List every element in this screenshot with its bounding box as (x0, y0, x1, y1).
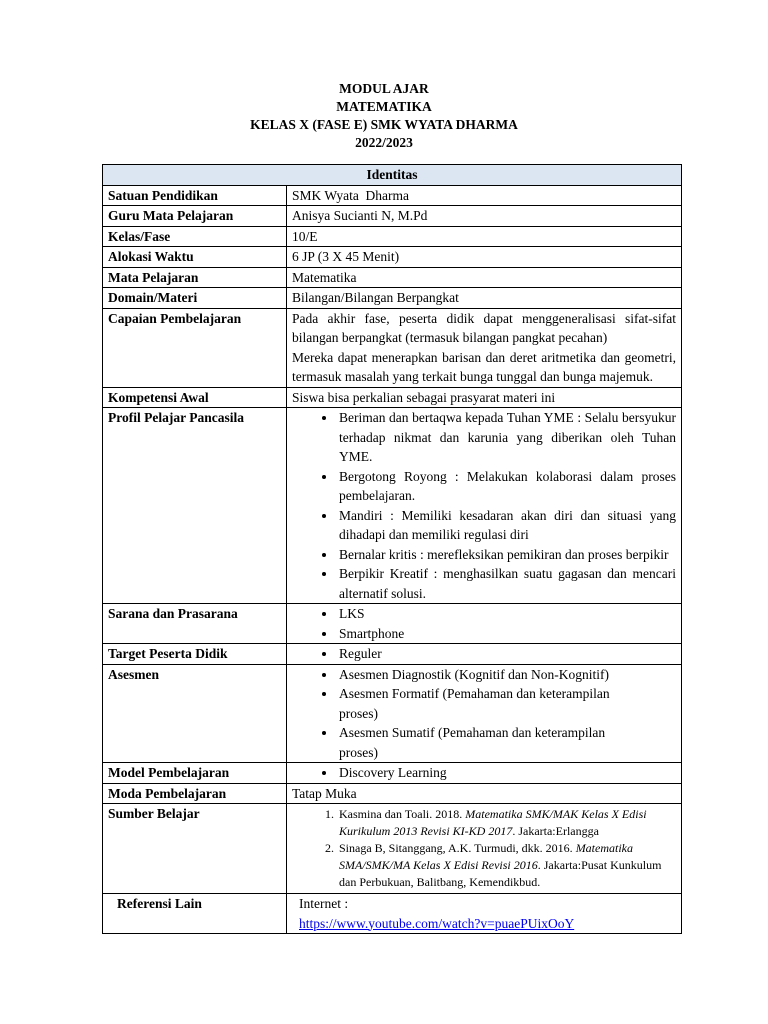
table-row (103, 763, 682, 784)
row-label-sarana: Sarana dan Prasarana (103, 604, 287, 644)
capaian-paragraph-2: Mereka dapat menerapkan barisan dan deret aritmetika dan geometri, termasuk masalah yang terkait bunga tunggal dan bunga majemuk. (292, 349, 676, 384)
row-value-satuan: SMK Wyata Dharma (287, 185, 682, 206)
list-item: • Beriman dan bertaqwa kepada Tuhan YME : Selalu bersyukur terhadap nikmat dan karunia yang diberikan oleh Tuhan YME. (337, 408, 676, 467)
row-label-mapel: Mata Pelajaran (103, 267, 287, 288)
title-line-4: 2022/2023 (355, 135, 413, 150)
table-row (103, 408, 682, 604)
source-2-title: Matematika SMA/SMK/MA Kelas X Edisi Revisi 2016 (339, 841, 634, 872)
target-list (292, 644, 676, 664)
title-line-1: MODUL AJAR (339, 81, 429, 96)
list-item: • Reguler (337, 644, 676, 664)
model-list (292, 763, 676, 783)
row-value-target (287, 644, 682, 665)
row-label-referensi: Referensi Lain (103, 894, 287, 934)
title-line-3: KELAS X (FASE E) SMK WYATA DHARMA (250, 117, 518, 132)
list-item: • Discovery Learning (337, 763, 676, 783)
capaian-paragraph-1: Pada akhir fase, peserta didik dapat menggeneralisasi sifat-sifat bilangan berpangkat (termasuk bilangan pangkat pecahan) (292, 310, 676, 345)
row-label-satuan: Satuan Pendidikan (103, 185, 287, 206)
row-value-sarana (287, 604, 682, 644)
asesmen-list (292, 665, 676, 763)
row-label-capaian: Capaian Pembelajaran (103, 308, 287, 387)
table-row (103, 604, 682, 644)
sarana-list (292, 604, 676, 643)
row-value-moda: Tatap Muka (287, 783, 682, 804)
table-row (103, 226, 682, 247)
sumber-list (292, 806, 676, 891)
table-row (103, 387, 682, 408)
row-value-referensi (287, 894, 682, 934)
row-label-guru: Guru Mata Pelajaran (103, 206, 287, 227)
list-item: • Mandiri : Memiliki kesadaran akan diri dan situasi yang dihadapi dan memiliki regulasi diri (337, 506, 676, 545)
row-value-capaian (287, 308, 682, 387)
table-row (103, 185, 682, 206)
row-value-kompetensi: Siswa bisa perkalian sebagai prasyarat materi ini (287, 387, 682, 408)
table-row (103, 288, 682, 309)
row-label-kompetensi: Kompetensi Awal (103, 387, 287, 408)
table-row (103, 894, 682, 934)
identity-table (102, 164, 682, 934)
row-value-model (287, 763, 682, 784)
row-value-profil (287, 408, 682, 604)
document-title (0, 80, 768, 152)
referensi-prefix: Internet : (299, 896, 349, 911)
list-item: • Asesmen Sumatif (Pemahaman dan keterampilan proses) (337, 723, 638, 762)
table-row (103, 247, 682, 268)
list-item: • Asesmen Diagnostik (Kognitif dan Non-Kognitif) (337, 665, 638, 685)
row-label-kelas: Kelas/Fase (103, 226, 287, 247)
profil-list (292, 408, 676, 603)
row-value-mapel: Matematika (287, 267, 682, 288)
table-row (103, 783, 682, 804)
referensi-link[interactable]: https://www.youtube.com/watch?v=puaePUixOoY (299, 915, 575, 931)
table-header: Identitas (103, 165, 682, 186)
row-value-domain: Bilangan/Bilangan Berpangkat (287, 288, 682, 309)
list-item: • Bergotong Royong : Melakukan kolaborasi dalam proses pembelajaran. (337, 467, 676, 506)
source-1-title: Matematika SMK/MAK Kelas X Edisi Kurikulum 2013 Revisi KI-KD 2017 (339, 807, 647, 838)
source-2-publisher: . Jakarta:Pusat Kunkulum dan Perbukuan, Balitbang, Kemendikbud. (339, 858, 662, 889)
row-value-guru: Anisya Sucianti N, M.Pd (287, 206, 682, 227)
row-value-kelas: 10/E (287, 226, 682, 247)
title-line-2: MATEMATIKA (336, 99, 432, 114)
list-item: • Asesmen Formatif (Pemahaman dan keterampilan proses) (337, 684, 638, 723)
table-row (103, 267, 682, 288)
table-row (103, 308, 682, 387)
row-value-asesmen (287, 664, 682, 763)
row-value-alokasi: 6 JP (3 X 45 Menit) (287, 247, 682, 268)
source-2-author: Sinaga B, Sitanggang, A.K. Turmudi, dkk. 2016. (339, 841, 576, 855)
row-label-moda: Moda Pembelajaran (103, 783, 287, 804)
row-label-model: Model Pembelajaran (103, 763, 287, 784)
row-label-sumber: Sumber Belajar (103, 804, 287, 894)
source-1-publisher: . Jakarta:Erlangga (512, 824, 599, 838)
table-row (103, 644, 682, 665)
table-header-row (103, 165, 682, 186)
list-item: • Bernalar kritis : merefleksikan pemikiran dan proses berpikir (337, 545, 676, 565)
list-item: • Smartphone (337, 624, 676, 644)
table-row (103, 206, 682, 227)
list-item: • LKS (337, 604, 676, 624)
list-item (337, 806, 676, 840)
list-item: • Berpikir Kreatif : menghasilkan suatu gagasan dan mencari alternatif solusi. (337, 564, 676, 603)
row-label-target: Target Peserta Didik (103, 644, 287, 665)
table-row (103, 664, 682, 763)
row-value-sumber (287, 804, 682, 894)
row-label-alokasi: Alokasi Waktu (103, 247, 287, 268)
row-label-asesmen: Asesmen (103, 664, 287, 763)
list-item (337, 840, 676, 891)
table-row (103, 804, 682, 894)
row-label-profil: Profil Pelajar Pancasila (103, 408, 287, 604)
row-label-domain: Domain/Materi (103, 288, 287, 309)
source-1-author: Kasmina dan Toali. 2018. (339, 807, 466, 821)
